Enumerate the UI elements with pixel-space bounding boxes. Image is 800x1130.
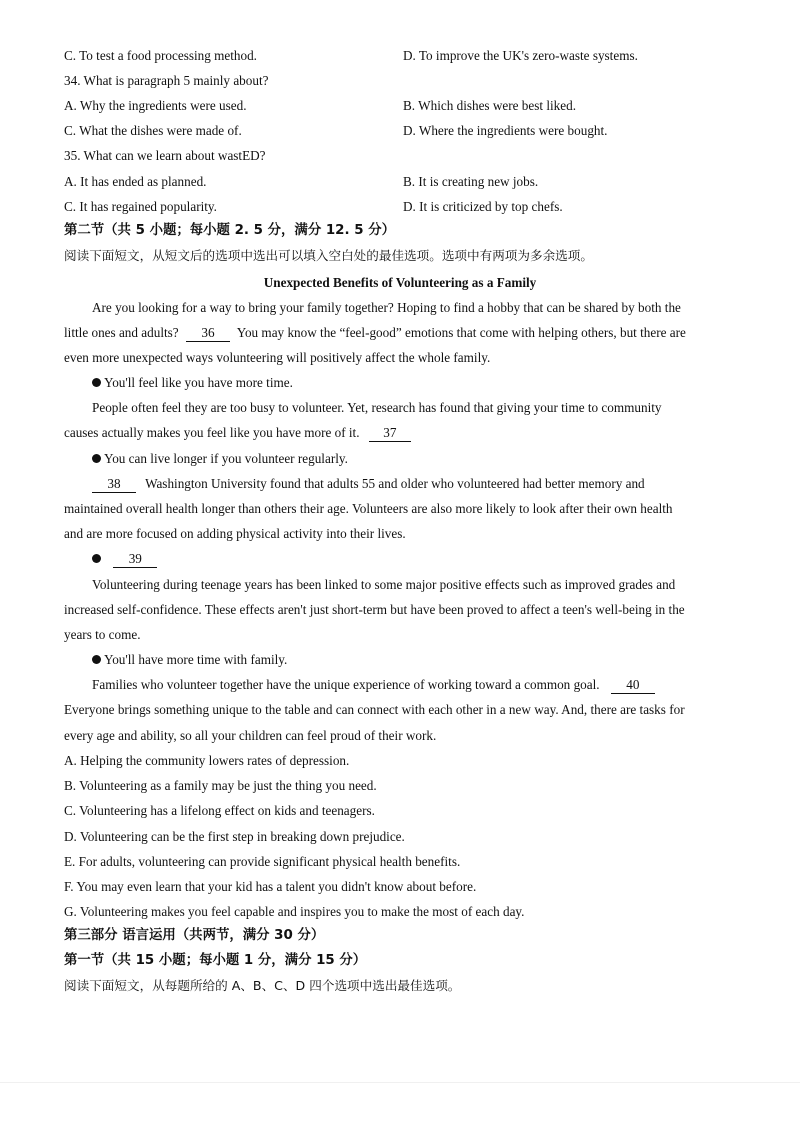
paragraph-2-text: causes actually makes you feel like you have more of it. [64,425,360,440]
blank-36[interactable]: 36 [186,325,230,342]
answer-option-f: F. You may even learn that your kid has a talent you didn't know about before. [64,879,477,894]
paragraph-5-text: Families who volunteer together have the unique experience of working toward a common goal. [92,677,600,692]
bullet-icon [92,454,101,463]
prev-option-d: D. To improve the UK's zero-waste systems. [403,48,638,63]
part-3-section-1-heading: 第一节（共 15 小题；每小题 1 分，满分 15 分） [64,953,367,968]
passage-title: Unexpected Benefits of Volunteering as a Family [263,275,537,290]
paragraph-2-line-1: People often feel they are too busy to volunteer. Yet, research has found that giving your time to community [92,400,662,415]
bullet-icon [92,378,101,387]
subheading-blank-39 [92,550,157,568]
paragraph-1-line-1: Are you looking for a way to bring your family together? Hoping to find a hobby that can be shared by both the [92,300,681,315]
paragraph-3-line-1 [92,475,645,493]
answer-option-b: B. Volunteering as a family may be just the thing you need. [64,778,377,793]
bullet-icon [92,554,101,563]
q34-option-d: D. Where the ingredients were bought. [403,123,608,138]
part-3-heading: 第三部分 语言运用（共两节，满分 30 分） [64,928,325,943]
answer-option-a: A. Helping the community lowers rates of depression. [64,753,350,768]
paragraph-5-line-2: Everyone brings something unique to the table and can connect with each other in a new way. And, there are tasks for [64,702,685,717]
subheading-text: You can live longer if you volunteer regularly. [104,451,348,466]
paragraph-1-text-cont: You may know the “feel-good” emotions that come with helping others, but there are [236,325,686,340]
q35-option-b: B. It is creating new jobs. [403,174,539,189]
paragraph-3-line-2: maintained overall health longer than others their age. Volunteers are also more likely to look after their own health [64,501,673,516]
question-35-stem: 35. What can we learn about wastED? [64,148,266,163]
paragraph-4-line-2: increased self-confidence. These effects aren't just short-term but have been proved to affect a teen's well-being in the [64,602,685,617]
q34-option-a: A. Why the ingredients were used. [64,98,247,113]
paragraph-4-line-1: Volunteering during teenage years has been linked to some major positive effects such as improved grades and [92,577,676,592]
section-2-instruction: 阅读下面短文，从短文后的选项中选出可以填入空白处的最佳选项。选项中有两项为多余选项。 [64,248,593,263]
paragraph-2-line-2 [64,424,411,442]
paragraph-4-line-3: years to come. [64,627,141,642]
answer-option-g: G. Volunteering makes you feel capable and inspires you to make the most of each day. [64,904,525,919]
answer-option-c: C. Volunteering has a lifelong effect on kids and teenagers. [64,803,375,818]
blank-40[interactable]: 40 [611,677,655,694]
section-2-heading: 第二节（共 5 小题；每小题 2. 5 分，满分 12. 5 分） [64,223,396,238]
subheading-text: You'll feel like you have more time. [104,375,293,390]
paragraph-1-text: little ones and adults? [64,325,179,340]
paragraph-3-line-3: and are more focused on adding physical activity into their lives. [64,526,406,541]
subheading-more-time [92,374,293,392]
q35-option-d: D. It is criticized by top chefs. [403,199,563,214]
q35-option-a: A. It has ended as planned. [64,174,207,189]
subheading-text: You'll have more time with family. [104,652,288,667]
paragraph-1-line-2 [64,324,686,342]
prev-option-c: C. To test a food processing method. [64,48,257,63]
paragraph-5-line-3: every age and ability, so all your children can feel proud of their work. [64,728,437,743]
page-bottom-divider [0,1082,800,1083]
subheading-family-time [92,651,287,669]
bullet-icon [92,655,101,664]
paragraph-3-text: Washington University found that adults 55 and older who volunteered had better memory and [145,476,645,491]
question-34-stem: 34. What is paragraph 5 mainly about? [64,73,269,88]
blank-38[interactable]: 38 [92,476,136,493]
q34-option-c: C. What the dishes were made of. [64,123,242,138]
answer-option-e: E. For adults, volunteering can provide significant physical health benefits. [64,854,461,869]
part-3-instruction: 阅读下面短文，从每题所给的 A、B、C、D 四个选项中选出最佳选项。 [64,978,461,993]
answer-option-d: D. Volunteering can be the first step in breaking down prejudice. [64,829,405,844]
q34-option-b: B. Which dishes were best liked. [403,98,576,113]
paragraph-1-line-3: even more unexpected ways volunteering will positively affect the whole family. [64,350,491,365]
blank-37[interactable]: 37 [369,425,411,442]
subheading-live-longer [92,450,348,468]
blank-39[interactable]: 39 [113,551,157,568]
q35-option-c: C. It has regained popularity. [64,199,217,214]
paragraph-5-line-1 [92,676,655,694]
